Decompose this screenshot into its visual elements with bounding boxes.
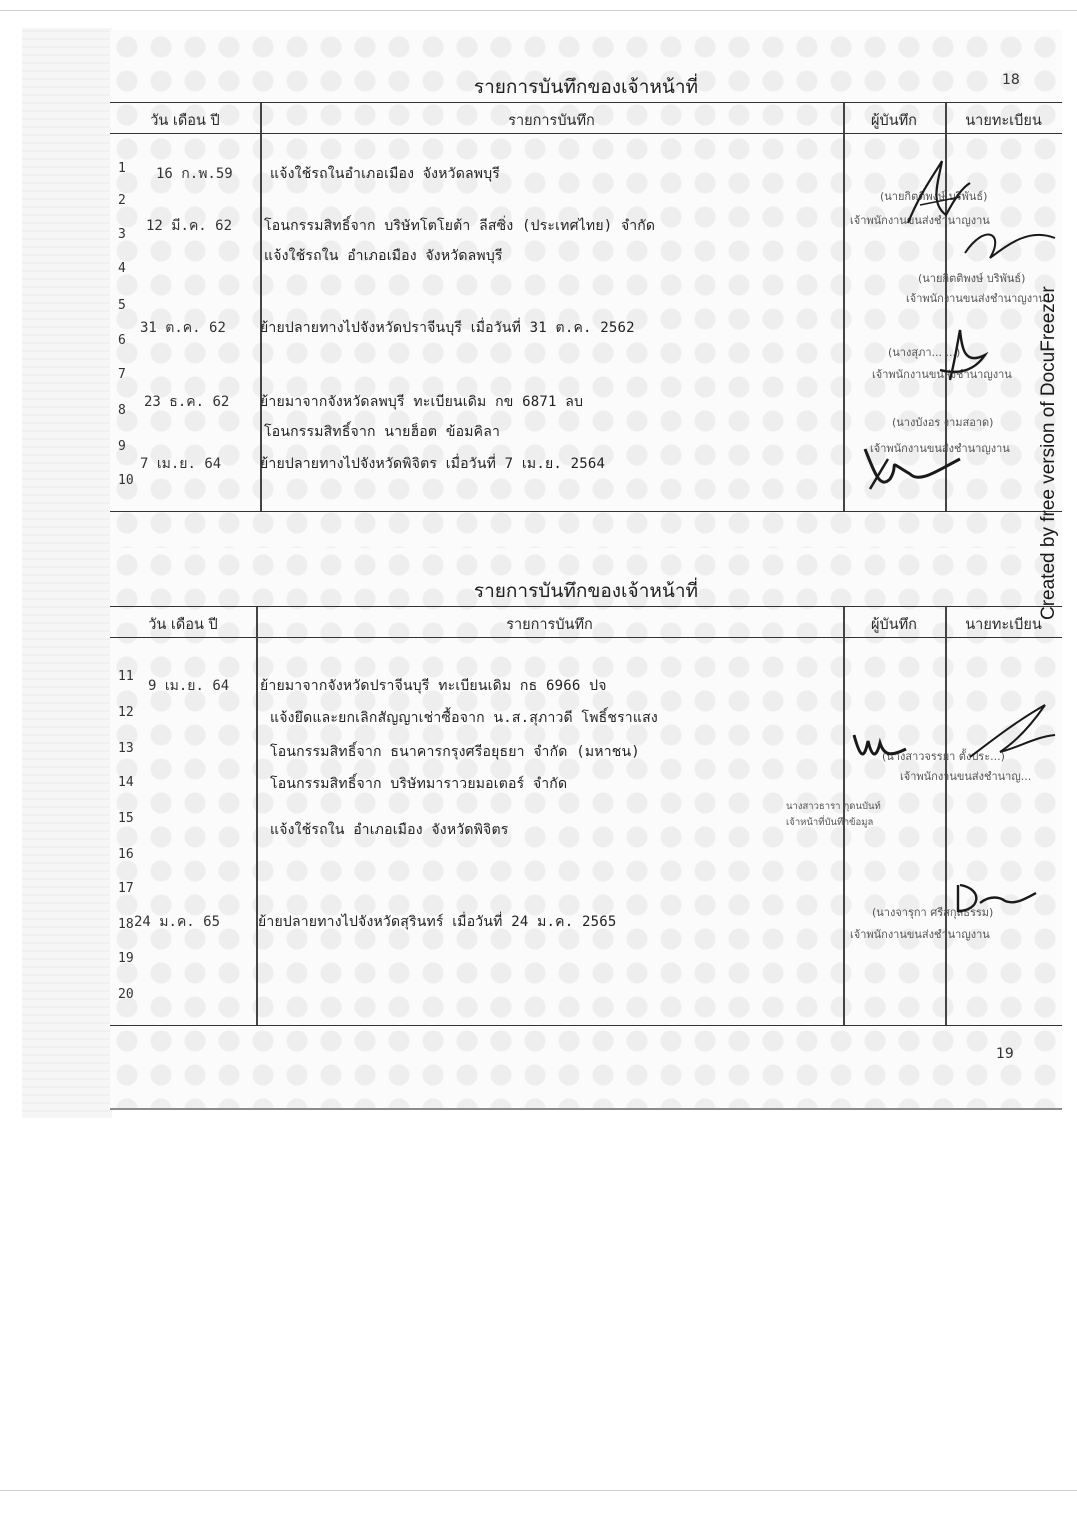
line-number: 9 bbox=[118, 439, 126, 454]
entry-date: 16 ก.พ.59 bbox=[156, 166, 233, 182]
line-number: 1 bbox=[118, 161, 126, 176]
recorder-name: นางสาวธารา กุดนบันท์ bbox=[786, 801, 881, 812]
signature bbox=[850, 727, 910, 767]
officer-title: เจ้าพนักงานขนส่งชำนาญงาน bbox=[906, 292, 1046, 305]
record-sheet-1 bbox=[110, 30, 1062, 550]
watermark-text: Created by free version of DocuFreezer bbox=[1038, 286, 1059, 620]
line-number: 8 bbox=[118, 403, 126, 418]
signature bbox=[850, 429, 970, 499]
line-number: 18 bbox=[118, 917, 134, 932]
signature bbox=[930, 325, 1000, 385]
column-divider bbox=[945, 607, 947, 1025]
line-number: 2 bbox=[118, 193, 126, 208]
header-date: วัน เดือน ปี bbox=[150, 113, 220, 129]
entry-text: แจ้งใช้รถในอำเภอเมือง จังหวัดลพบุรี bbox=[270, 166, 501, 182]
column-divider bbox=[260, 103, 262, 511]
officer-name: (นางสาวจรรยา ตั้งประ...) bbox=[882, 750, 1005, 763]
record-table bbox=[110, 606, 1062, 1026]
sheet-title: รายการบันทึกของเจ้าหน้าที่ bbox=[473, 76, 699, 98]
sheet-title: รายการบันทึกของเจ้าหน้าที่ bbox=[473, 580, 699, 602]
officer-title: เจ้าพนักงานขนส่งชำนาญงาน bbox=[850, 928, 990, 941]
line-number: 7 bbox=[118, 367, 126, 382]
entry-text: ย้ายมาจากจังหวัดลพบุรี ทะเบียนเดิม กข 6871 ลบ bbox=[260, 394, 584, 410]
signature bbox=[960, 213, 1060, 273]
entry-date: 7 เม.ย. 64 bbox=[140, 456, 222, 472]
header-date: วัน เดือน ปี bbox=[148, 617, 218, 633]
header-registrar: นายทะเบียน bbox=[965, 617, 1042, 633]
record-sheet-2 bbox=[110, 548, 1062, 1110]
entry-text: โอนกรรมสิทธิ์จาก บริษัทมาราวยมอเตอร์ จำกัด bbox=[270, 776, 568, 792]
column-divider bbox=[843, 103, 845, 511]
entry-text: ย้ายปลายทางไปจังหวัดปราจีนบุรี เมื่อวันที่ 31 ต.ค. 2562 bbox=[260, 320, 635, 336]
page-number: 18 bbox=[1002, 72, 1020, 88]
officer-name: (นางสุภา... ...) bbox=[888, 346, 961, 359]
header-entry: รายการบันทึก bbox=[508, 113, 595, 129]
line-number: 20 bbox=[118, 987, 134, 1002]
officer-title: เจ้าพนักงานขนส่งชำนาญ... bbox=[900, 770, 1032, 783]
entry-text: ย้ายปลายทางไปจังหวัดสุรินทร์ เมื่อวันที่ 24 ม.ค. 2565 bbox=[258, 914, 617, 930]
entry-text: แจ้งใช้รถใน อำเภอเมือง จังหวัดพิจิตร bbox=[270, 822, 509, 838]
entry-text: โอนกรรมสิทธิ์จาก นายฮ็อต ข้อมคิลา bbox=[264, 424, 501, 440]
entry-date: 9 เม.ย. 64 bbox=[148, 678, 230, 694]
line-number: 6 bbox=[118, 333, 126, 348]
table-header bbox=[110, 103, 1062, 134]
officer-title: เจ้าพนักงานขนส่งชำนาญงาน bbox=[870, 442, 1010, 455]
officer-name: (นายกิตติพงษ์ บริพันธ์) bbox=[918, 272, 1026, 285]
entry-text: ย้ายปลายทางไปจังหวัดพิจิตร เมื่อวันที่ 7 เม.ย. 2564 bbox=[260, 456, 606, 472]
line-number: 12 bbox=[118, 705, 134, 720]
column-divider bbox=[256, 607, 258, 1025]
scan-edge bbox=[0, 1490, 1077, 1491]
header-recorder: ผู้บันทึก bbox=[871, 113, 917, 129]
line-number: 17 bbox=[118, 881, 134, 896]
scan-edge bbox=[0, 10, 1077, 11]
entry-date: 23 ธ.ค. 62 bbox=[144, 394, 230, 410]
entry-text: แจ้งยึดและยกเลิกสัญญาเช่าซื้อจาก น.ส.สุภาวดี โพธิ์ชราแสง bbox=[270, 710, 658, 726]
line-number: 5 bbox=[118, 298, 126, 313]
entry-text: โอนกรรมสิทธิ์จาก บริษัทโตโยต้า ลีสซิ่ง (ประเทศไทย) จำกัด bbox=[264, 218, 656, 234]
entry-text: ย้ายมาจากจังหวัดปราจีนบุรี ทะเบียนเดิม กธ 6966 ปจ bbox=[260, 678, 607, 694]
entry-text: แจ้งใช้รถใน อำเภอเมือง จังหวัดลพบุรี bbox=[264, 248, 503, 264]
entry-date: 24 ม.ค. 65 bbox=[134, 914, 221, 930]
officer-title: เจ้าพนักงานขนส่งชำนาญงาน bbox=[872, 368, 1012, 381]
line-number: 11 bbox=[118, 669, 134, 684]
officer-name: (นางจารุกา ศรีสกุลธรรม) bbox=[872, 906, 994, 919]
page-number: 19 bbox=[996, 1046, 1014, 1062]
line-number: 14 bbox=[118, 775, 134, 790]
line-number: 13 bbox=[118, 741, 134, 756]
table-header bbox=[110, 607, 1062, 638]
signature bbox=[950, 877, 1040, 917]
line-number: 10 bbox=[118, 473, 134, 488]
signature bbox=[960, 697, 1060, 767]
line-number: 3 bbox=[118, 227, 126, 242]
officer-title: เจ้าพนักงานขนส่งชำนาญงาน bbox=[850, 214, 990, 227]
line-number: 15 bbox=[118, 811, 134, 826]
header-recorder: ผู้บันทึก bbox=[871, 617, 917, 633]
line-number: 16 bbox=[118, 847, 134, 862]
scan-shadow bbox=[22, 28, 112, 1118]
officer-name: (นางบังอร งามสอาด) bbox=[892, 416, 994, 429]
header-registrar: นายทะเบียน bbox=[965, 113, 1042, 129]
recorder-title: เจ้าหน้าที่บันทึกข้อมูล bbox=[786, 817, 874, 828]
entry-text: โอนกรรมสิทธิ์จาก ธนาคารกรุงศรีอยุธยา จำกัด (มหาชน) bbox=[270, 744, 640, 760]
record-table bbox=[110, 102, 1062, 512]
officer-name: (นายกิตติพงษ์ บริพันธ์) bbox=[880, 190, 988, 203]
line-number: 4 bbox=[118, 261, 126, 276]
entry-date: 31 ต.ค. 62 bbox=[140, 320, 226, 336]
header-entry: รายการบันทึก bbox=[506, 617, 593, 633]
line-number: 19 bbox=[118, 951, 134, 966]
entry-date: 12 มี.ค. 62 bbox=[146, 218, 233, 234]
